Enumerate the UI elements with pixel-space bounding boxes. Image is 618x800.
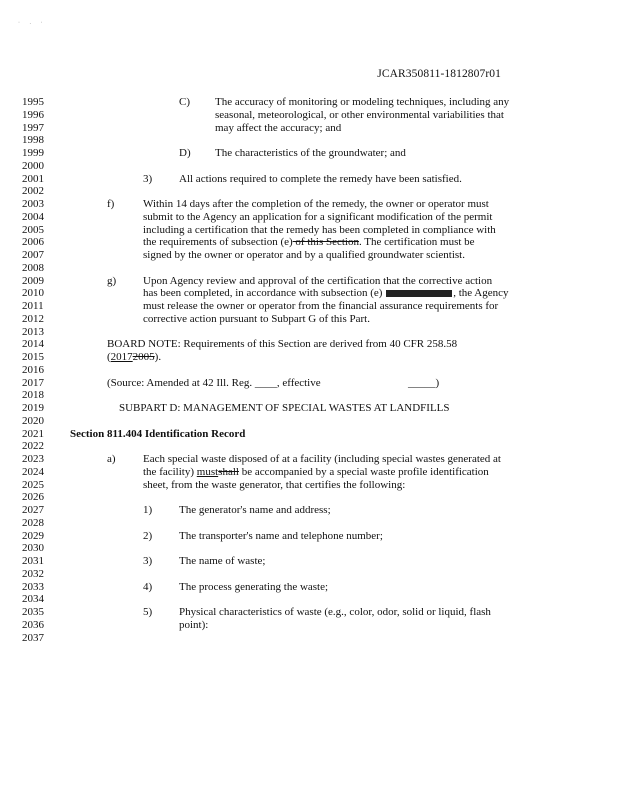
- list-item-text: point):: [179, 618, 209, 631]
- item-a-text: the facility) mustshall be accompanied by a special waste profile identification: [143, 465, 489, 478]
- line-number: 2028: [22, 516, 44, 529]
- item-f-text: Within 14 days after the completion of the remedy, the owner or operator must: [143, 198, 489, 210]
- list-item-text: The transporter's name and telephone number;: [179, 529, 383, 542]
- item-label-g: g): [107, 274, 117, 287]
- line-number: 2037: [22, 631, 44, 644]
- line-number: 2005: [22, 223, 44, 236]
- document-id: JCAR350811-1812807r01: [377, 68, 501, 80]
- item-c-text: seasonal, meteorological, or other environmental variabilities that: [215, 108, 504, 121]
- line-number: 2006: [22, 236, 44, 249]
- item-g-text: has been completed, in accordance with subsection (e) , the Agency: [143, 287, 509, 300]
- item-f-text: the requirements of subsection (e) of this Section. The certification must be: [143, 236, 475, 249]
- board-note: BOARD NOTE: Requirements of this Section are derived from 40 CFR 258.58: [107, 338, 458, 351]
- list-item-label: 5): [143, 606, 153, 618]
- line-number: 2027: [22, 504, 44, 516]
- item-a-text: Each special waste disposed of at a facility (including special wastes generated at: [143, 453, 501, 465]
- line-number: 2003: [22, 198, 44, 210]
- line-number: 2031: [22, 555, 44, 567]
- line-number: 2030: [22, 542, 44, 555]
- line-number: 2024: [22, 465, 44, 478]
- line-number: 2017: [22, 376, 44, 389]
- item-d-text: The characteristics of the groundwater; and: [215, 147, 406, 159]
- line-number: 2008: [22, 261, 44, 274]
- scan-specks: · . ·: [18, 20, 47, 26]
- section-heading: Section 811.404 Identification Record: [70, 427, 246, 440]
- line-number: 2021: [22, 427, 44, 440]
- line-number: 2020: [22, 414, 44, 427]
- line-number: 1995: [22, 96, 44, 108]
- line-number: 2000: [22, 159, 44, 172]
- board-note: (20172005).: [107, 351, 162, 363]
- deleted-text: of this Section: [292, 236, 359, 249]
- item-label-f: f): [107, 198, 115, 210]
- item-g-text: must release the owner or operator from the financial assurance requirements for: [143, 300, 499, 312]
- list-item-label: 2): [143, 529, 153, 542]
- item-label-c: C): [179, 96, 190, 108]
- deleted-text: 2005: [132, 351, 155, 363]
- list-item-text: The process generating the waste;: [179, 580, 329, 593]
- item-c-text: may affect the accuracy; and: [215, 121, 342, 134]
- list-item-label: 3): [143, 555, 153, 567]
- list-item-label: 1): [143, 504, 153, 516]
- line-number: 2018: [22, 389, 44, 402]
- item-f-text: submit to the Agency an application for a significant modification of the permit: [143, 210, 493, 223]
- line-number: 1996: [22, 108, 44, 121]
- redaction-mark: [386, 290, 452, 297]
- item-label-3: 3): [143, 172, 153, 185]
- line-number: 2004: [22, 210, 44, 223]
- item-a-text: sheet, from the waste generator, that certifies the following:: [143, 478, 406, 491]
- source-note-end: _____): [408, 376, 440, 389]
- item-label-a: a): [107, 453, 116, 465]
- document-body: [0, 96, 618, 644]
- line-number: 2014: [22, 338, 44, 351]
- line-number: 2001: [22, 172, 44, 185]
- item-c-text: The accuracy of monitoring or modeling techniques, including any: [215, 96, 510, 108]
- subpart-heading: SUBPART D: MANAGEMENT OF SPECIAL WASTES AT LANDFILLS: [119, 402, 450, 414]
- line-number: 2035: [22, 606, 44, 618]
- line-number: 2009: [22, 274, 44, 287]
- list-item-text: The name of waste;: [179, 555, 266, 567]
- line-number: 2033: [22, 580, 44, 593]
- line-number: 2026: [22, 491, 44, 504]
- line-number: 2016: [22, 363, 44, 376]
- item-label-d: D): [179, 147, 191, 159]
- list-item-text: The generator's name and address;: [179, 504, 331, 516]
- line-number: 1999: [22, 147, 44, 159]
- line-number: 2023: [22, 453, 44, 465]
- line-number: 2019: [22, 402, 44, 414]
- item-f-text: including a certification that the remedy has been completed in compliance with: [143, 223, 496, 236]
- line-number: 2025: [22, 478, 44, 491]
- line-number: 2007: [22, 249, 44, 261]
- item-g-text: corrective action pursuant to Subpart G of this Part.: [143, 312, 370, 325]
- inserted-text: must: [196, 465, 219, 478]
- item-g-text: Upon Agency review and approval of the certification that the corrective action: [143, 274, 493, 287]
- line-number: 2015: [22, 351, 44, 363]
- line-number: 2011: [22, 300, 44, 312]
- line-number: 2022: [22, 440, 44, 453]
- item-3-text: All actions required to complete the remedy have been satisfied.: [179, 172, 462, 185]
- source-note: (Source: Amended at 42 Ill. Reg. ____, effective: [107, 376, 321, 389]
- item-f-text: signed by the owner or operator and by a qualified groundwater scientist.: [143, 249, 465, 261]
- line-number: 2029: [22, 529, 44, 542]
- line-number: 2012: [22, 312, 44, 325]
- inserted-text: 2017: [110, 351, 133, 363]
- line-number: 2013: [22, 325, 44, 338]
- list-item-label: 4): [143, 580, 153, 593]
- line-number: 2036: [22, 618, 44, 631]
- list-item-text: Physical characteristics of waste (e.g., color, odor, solid or liquid, flash: [179, 606, 491, 618]
- line-number: 2002: [22, 185, 44, 198]
- line-number: 2032: [22, 567, 44, 580]
- line-number: 2034: [22, 593, 44, 606]
- deleted-text: shall: [218, 465, 239, 478]
- line-number: 1997: [22, 121, 44, 134]
- line-number: 1998: [22, 134, 44, 147]
- line-number: 2010: [22, 287, 44, 300]
